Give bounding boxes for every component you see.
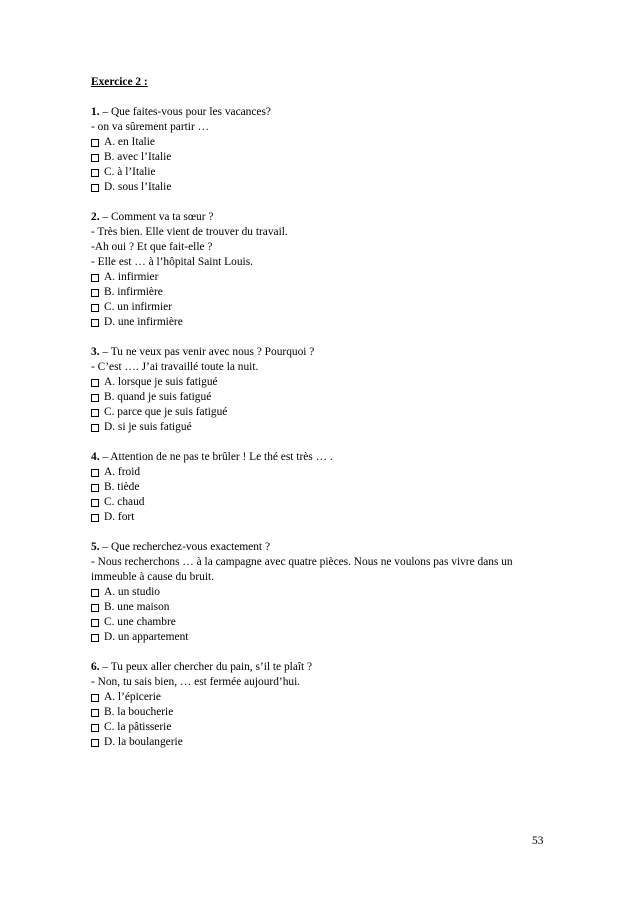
checkbox-icon[interactable] [91,394,99,402]
checkbox-icon[interactable] [91,724,99,732]
checkbox-icon[interactable] [91,499,99,507]
option-label: B. infirmière [104,286,163,298]
answer-option[interactable] [91,285,561,300]
answer-option[interactable] [91,150,561,165]
option-label: A. froid [104,466,141,478]
answer-option[interactable] [91,165,561,180]
option-label: D. la boulangerie [104,736,183,748]
checkbox-icon[interactable] [91,514,99,522]
checkbox-icon[interactable] [91,274,99,282]
question-number: 6. [91,661,100,673]
question-number: 1. [91,106,100,118]
answer-option[interactable] [91,690,561,705]
question-prompt [91,105,561,120]
option-label: C. une chambre [104,616,176,628]
checkbox-icon[interactable] [91,289,99,297]
question-5 [91,540,561,645]
option-label: A. infirmier [104,271,159,283]
option-label: B. la boucherie [104,706,174,718]
checkbox-icon[interactable] [91,694,99,702]
answer-option[interactable] [91,630,561,645]
option-label: B. tiède [104,481,140,493]
question-text: – Que recherchez-vous exactement ? [99,541,270,553]
option-label: C. à l’Italie [104,166,156,178]
option-label: D. sous l’Italie [104,181,172,193]
question-number: 3. [91,346,100,358]
checkbox-icon[interactable] [91,739,99,747]
checkbox-icon[interactable] [91,469,99,477]
option-label: B. avec l’Italie [104,151,172,163]
checkbox-icon[interactable] [91,619,99,627]
option-label: C. chaud [104,496,145,508]
checkbox-icon[interactable] [91,169,99,177]
option-label: D. fort [104,511,135,523]
checkbox-icon[interactable] [91,139,99,147]
answer-option[interactable] [91,405,561,420]
option-label: D. un appartement [104,631,189,643]
checkbox-icon[interactable] [91,154,99,162]
option-label: A. l’épicerie [104,691,161,703]
option-label: A. en Italie [104,136,155,148]
question-2 [91,210,561,330]
option-label: C. parce que je suis fatigué [104,406,228,418]
question-text: – Attention de ne pas te brûler ! Le thé est très … . [99,451,333,463]
option-label: C. la pâtisserie [104,721,172,733]
option-label: A. lorsque je suis fatigué [104,376,218,388]
question-text: – Comment va ta sœur ? [99,211,214,223]
question-prompt [91,660,561,675]
answer-option[interactable] [91,315,561,330]
option-label: D. si je suis fatigué [104,421,192,433]
checkbox-icon[interactable] [91,589,99,597]
question-prompt [91,210,561,225]
answer-option[interactable] [91,465,561,480]
exercise-title: Exercice 2 : [91,76,148,88]
question-number: 2. [91,211,100,223]
option-label: B. une maison [104,601,170,613]
question-prompt [91,540,561,555]
dialogue-line: - Elle est … à l’hôpital Saint Louis. [91,256,253,268]
answer-option[interactable] [91,390,561,405]
answer-option[interactable] [91,480,561,495]
answer-option[interactable] [91,615,561,630]
checkbox-icon[interactable] [91,709,99,717]
question-number: 5. [91,541,100,553]
answer-option[interactable] [91,375,561,390]
dialogue-line: - Très bien. Elle vient de trouver du travail. [91,226,288,238]
answer-option[interactable] [91,585,561,600]
answer-option[interactable] [91,420,561,435]
answer-option[interactable] [91,510,561,525]
question-4 [91,450,561,525]
checkbox-icon[interactable] [91,604,99,612]
question-prompt [91,345,561,360]
answer-option[interactable] [91,705,561,720]
dialogue-line: - C’est …. J’ai travaillé toute la nuit. [91,361,259,373]
answer-option[interactable] [91,180,561,195]
answer-option[interactable] [91,600,561,615]
checkbox-icon[interactable] [91,634,99,642]
option-label: C. un infirmier [104,301,173,313]
answer-option[interactable] [91,735,561,750]
question-1 [91,105,561,195]
checkbox-icon[interactable] [91,484,99,492]
dialogue-line: - Non, tu sais bien, … est fermée aujourd’hui. [91,676,301,688]
question-text: – Que faites-vous pour les vacances? [99,106,271,118]
checkbox-icon[interactable] [91,304,99,312]
option-label: A. un studio [104,586,161,598]
dialogue-line: - on va sûrement partir … [91,121,209,133]
checkbox-icon[interactable] [91,409,99,417]
dialogue-line: - Nous recherchons … à la campagne avec quatre pièces. Nous ne voulons pas vivre dans un immeuble à cause du bruit. [91,556,513,583]
answer-option[interactable] [91,720,561,735]
answer-option[interactable] [91,135,561,150]
checkbox-icon[interactable] [91,379,99,387]
document-page [91,75,561,765]
question-number: 4. [91,451,100,463]
answer-option[interactable] [91,495,561,510]
checkbox-icon[interactable] [91,319,99,327]
option-label: D. une infirmière [104,316,183,328]
dialogue-line: -Ah oui ? Et que fait-elle ? [91,241,213,253]
checkbox-icon[interactable] [91,424,99,432]
checkbox-icon[interactable] [91,184,99,192]
page-number: 53 [532,835,544,847]
answer-option[interactable] [91,300,561,315]
question-3 [91,345,561,435]
question-6 [91,660,561,750]
question-text: – Tu peux aller chercher du pain, s’il te plaît ? [99,661,313,673]
question-text: – Tu ne veux pas venir avec nous ? Pourquoi ? [99,346,315,358]
answer-option[interactable] [91,270,561,285]
question-list [91,105,561,750]
option-label: B. quand je suis fatigué [104,391,212,403]
question-prompt [91,450,561,465]
